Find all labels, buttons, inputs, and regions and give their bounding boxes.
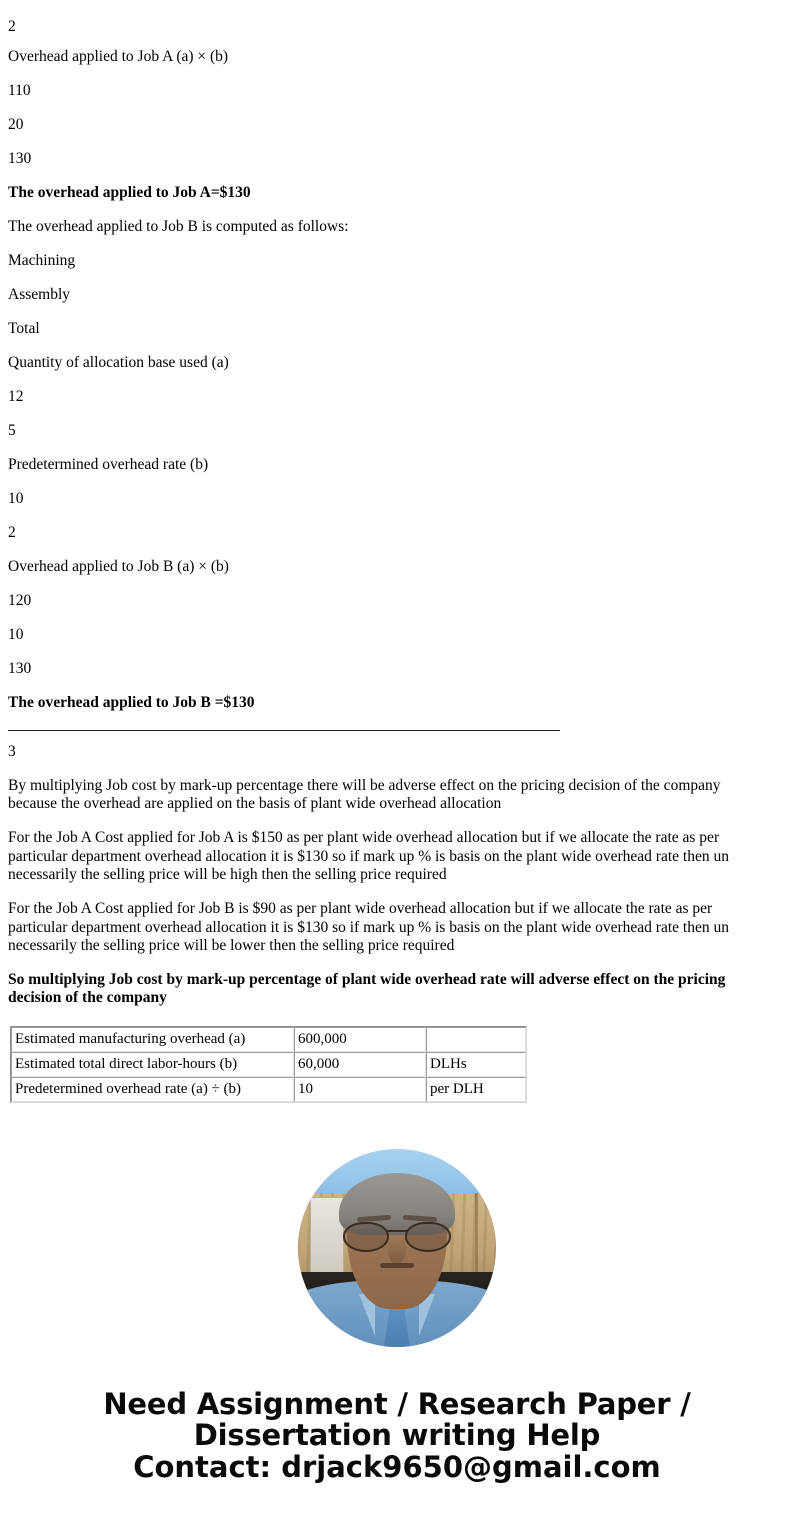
computation-line: The overhead applied to Job A=$130 [8,184,251,202]
avatar-container [0,1149,794,1347]
computation-line: Machining [8,252,76,270]
table-row [11,1052,526,1077]
computation-line: 5 [8,422,16,440]
footer-headline: Need Assignment / Research Paper / Dissertation writing Help [103,1387,691,1452]
paragraph: For the Job A Cost applied for Job A is $150 as per plant wide overhead allocation but if we allocate the rate as per particular department overhead allocation it is $130 so if mark up % is basis on the plant wide overhead rate then un necessarily the selling price will be high then the selling price required [8,829,729,883]
table-cell-label: Estimated total direct labor-hours (b) [11,1052,294,1077]
table-cell-value: 60,000 [294,1052,426,1077]
footer-contact: Contact: drjack9650@gmail.com [133,1449,661,1484]
photo-mouth [380,1263,414,1268]
table-cell-unit: per DLH [426,1077,526,1102]
table-cell-label: Predetermined overhead rate (a) ÷ (b) [11,1077,294,1102]
avatar [298,1149,496,1347]
table-cell-value: 10 [294,1077,426,1102]
computation-line: Overhead applied to Job A (a) × (b) [8,48,229,66]
photo-glasses-bridge [387,1230,407,1232]
computation-line: Predetermined overhead rate (b) [8,456,209,474]
table-row [11,1077,526,1102]
computation-line: 12 [8,388,24,406]
computation-line: 130 [8,660,32,678]
computation-line: 10 [8,490,24,508]
computation-line: Assembly [8,286,70,304]
computation-line: The overhead applied to Job B =$130 [8,694,255,712]
paragraph: So multiplying Job cost by mark-up percentage of plant wide overhead rate will adverse effect on the pricing decision of the company [8,971,726,1007]
computation-line: 120 [8,592,32,610]
table-row [11,1027,526,1052]
table-cell-value: 600,000 [294,1027,426,1052]
computation-line-list [8,0,786,720]
paragraph-list [8,777,786,1008]
computation-line: 2 [8,18,16,36]
computation-line: 130 [8,150,32,168]
computation-line: Total [8,320,40,338]
computation-line: Quantity of allocation base used (a) [8,354,229,372]
computation-line: The overhead applied to Job B is computed as follows: [8,218,349,236]
computation-line: 110 [8,82,31,100]
computation-line: 10 [8,626,24,644]
photo-lens-right [405,1222,451,1252]
paragraph: For the Job A Cost applied for Job B is $90 as per plant wide overhead allocation but if we allocate the rate as per particular department overhead allocation it is $130 so if mark up % is basis on the plant wide overhead rate then un necessarily the selling price will be lower then the selling price required [8,900,729,954]
photo-lens-left [343,1222,389,1252]
computation-line: 20 [8,116,24,134]
table-cell-unit [426,1027,526,1052]
table-cell-unit: DLHs [426,1052,526,1077]
computation-line: 2 [8,524,16,542]
section-number: 3 [8,743,16,760]
table-cell-label: Estimated manufacturing overhead (a) [11,1027,294,1052]
computation-line: Overhead applied to Job B (a) × (b) [8,558,229,576]
predetermined-overhead-rate-table [10,1026,527,1104]
footer [0,1387,794,1484]
photo-nose [388,1238,406,1264]
paragraph: By multiplying Job cost by mark-up percentage there will be adverse effect on the pricing decision of the company because the overhead are applied on the basis of plant wide overhead allocation [8,776,721,813]
section-divider [8,730,560,731]
